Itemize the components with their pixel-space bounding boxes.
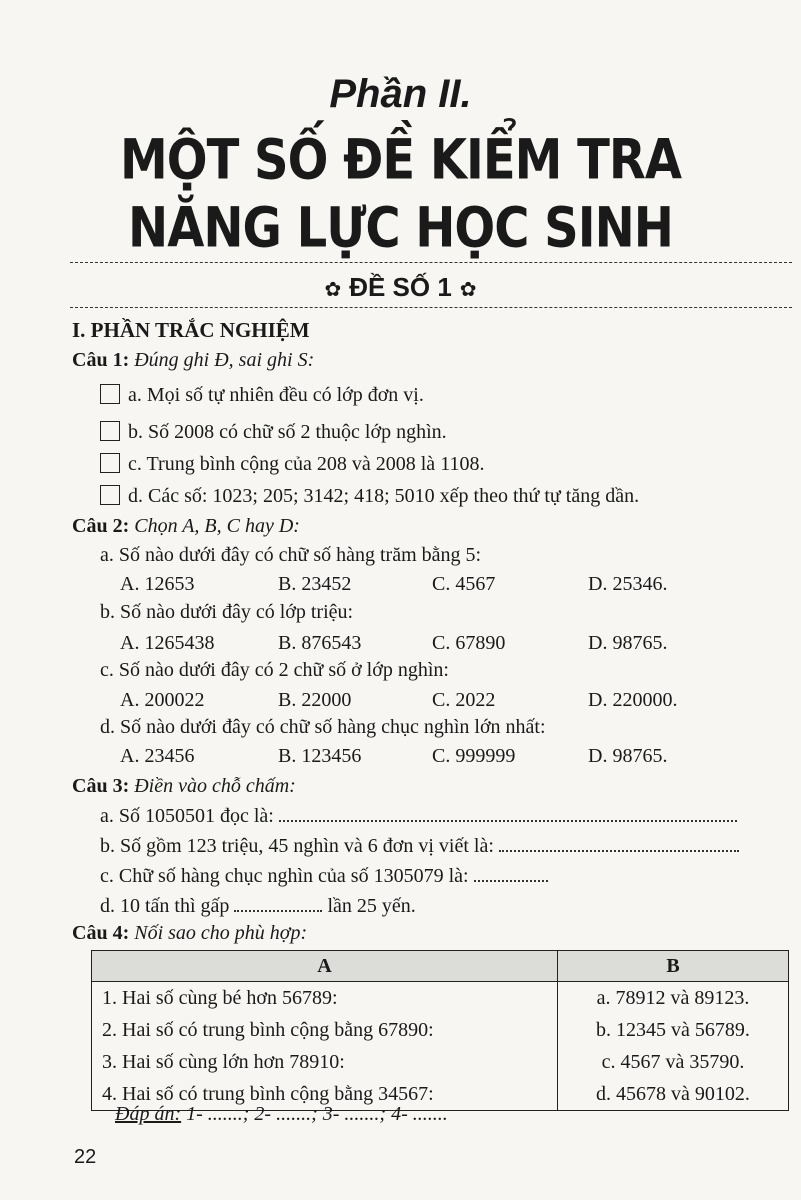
option-a[interactable]: A. 1265438 bbox=[120, 632, 215, 654]
option-a[interactable]: A. 23456 bbox=[120, 745, 195, 767]
q1-item-text: b. Số 2008 có chữ số 2 thuộc lớp nghìn. bbox=[128, 421, 447, 443]
q1-item-text: a. Mọi số tự nhiên đều có lớp đơn vị. bbox=[128, 384, 424, 406]
option-c[interactable]: C. 2022 bbox=[432, 689, 496, 711]
q3-part-b bbox=[100, 835, 739, 858]
table-cell-b[interactable]: d. 45678 và 90102. bbox=[558, 1078, 789, 1111]
option-b[interactable]: B. 23452 bbox=[278, 573, 352, 595]
answer-line bbox=[115, 1103, 448, 1126]
question-4-label: Câu 4: bbox=[72, 922, 130, 944]
question-2 bbox=[72, 515, 300, 538]
option-a[interactable]: A. 200022 bbox=[120, 689, 205, 711]
question-1-label: Câu 1: bbox=[72, 349, 130, 371]
answer-blanks[interactable]: 1- .......; 2- .......; 3- .......; 4- ....... bbox=[186, 1103, 448, 1125]
q2-part-d: d. Số nào dưới đây có chữ số hàng chục nghìn lớn nhất: bbox=[100, 716, 546, 738]
q3-part-c-text: c. Chữ số hàng chục nghìn của số 1305079 là: bbox=[100, 865, 469, 887]
q1-item-d bbox=[100, 485, 639, 508]
page-number: 22 bbox=[74, 1146, 97, 1168]
test-title-text: ĐỀ SỐ 1 bbox=[349, 272, 452, 302]
section-heading: I. PHẦN TRẮC NGHIỆM bbox=[72, 318, 310, 342]
answer-label: Đáp án: bbox=[115, 1103, 182, 1125]
answer-blank[interactable] bbox=[234, 896, 322, 912]
table-cell-b[interactable]: b. 12345 và 56789. bbox=[558, 1014, 789, 1046]
table-cell-a[interactable]: 3. Hai số cùng lớn hơn 78910: bbox=[92, 1046, 558, 1078]
table-row bbox=[92, 1014, 789, 1046]
question-1-instruction: Đúng ghi Đ, sai ghi S: bbox=[134, 349, 315, 371]
main-title-line-1: MỘT SỐ ĐỀ KIỂM TRA bbox=[120, 127, 681, 193]
q3-part-b-text: b. Số gồm 123 triệu, 45 nghìn và 6 đơn vị viết là: bbox=[100, 835, 494, 857]
question-3-label: Câu 3: bbox=[72, 775, 130, 797]
q3-part-a-text: a. Số 1050501 đọc là: bbox=[100, 805, 274, 827]
answer-blank[interactable] bbox=[474, 866, 548, 882]
answer-checkbox[interactable] bbox=[100, 453, 120, 473]
option-a[interactable]: A. 12653 bbox=[120, 573, 195, 595]
column-b-header: B bbox=[558, 951, 789, 982]
q1-item-a bbox=[100, 384, 424, 407]
q2-part-c: c. Số nào dưới đây có 2 chữ số ở lớp nghìn: bbox=[100, 659, 449, 681]
question-2-instruction: Chọn A, B, C hay D: bbox=[134, 515, 300, 537]
question-2-label: Câu 2: bbox=[72, 515, 130, 537]
answer-blank[interactable] bbox=[279, 806, 737, 822]
answer-checkbox[interactable] bbox=[100, 421, 120, 441]
q1-item-text: d. Các số: 1023; 205; 3142; 418; 5010 xếp theo thứ tự tăng dần. bbox=[128, 485, 640, 507]
option-b[interactable]: B. 876543 bbox=[278, 632, 362, 654]
option-d[interactable]: D. 98765. bbox=[588, 745, 668, 767]
table-cell-b[interactable]: c. 4567 và 35790. bbox=[558, 1046, 789, 1078]
table-row bbox=[92, 982, 789, 1015]
table-header-row bbox=[92, 951, 789, 982]
q1-item-text: c. Trung bình cộng của 208 và 2008 là 1108. bbox=[128, 453, 485, 475]
option-d[interactable]: D. 220000. bbox=[588, 689, 678, 711]
flower-icon: ✿ bbox=[459, 279, 477, 301]
question-4 bbox=[72, 922, 307, 945]
option-c[interactable]: C. 4567 bbox=[432, 573, 496, 595]
matching-table bbox=[91, 950, 789, 1111]
column-a-header: A bbox=[92, 951, 558, 982]
table-cell-a[interactable]: 1. Hai số cùng bé hơn 56789: bbox=[92, 982, 558, 1015]
q2-part-b: b. Số nào dưới đây có lớp triệu: bbox=[100, 601, 354, 623]
option-c[interactable]: C. 999999 bbox=[432, 745, 516, 767]
q3-part-d-suffix: lần 25 yến. bbox=[327, 895, 416, 917]
table-cell-b[interactable]: a. 78912 và 89123. bbox=[558, 982, 789, 1015]
q2-part-a: a. Số nào dưới đây có chữ số hàng trăm bằng 5: bbox=[100, 544, 482, 566]
part-title: Phần II. bbox=[329, 72, 472, 116]
q3-part-d-text: d. 10 tấn thì gấp bbox=[100, 895, 230, 917]
option-d[interactable]: D. 98765. bbox=[588, 632, 668, 654]
question-4-instruction: Nối sao cho phù hợp: bbox=[134, 922, 308, 944]
q1-item-b bbox=[100, 421, 447, 444]
option-d[interactable]: D. 25346. bbox=[588, 573, 668, 595]
q3-part-d bbox=[100, 895, 416, 918]
flower-icon: ✿ bbox=[324, 279, 342, 301]
q1-item-c bbox=[100, 453, 484, 476]
q3-part-c bbox=[100, 865, 548, 888]
answer-checkbox[interactable] bbox=[100, 485, 120, 505]
question-3-instruction: Điền vào chỗ chấm: bbox=[134, 775, 296, 797]
option-b[interactable]: B. 123456 bbox=[278, 745, 362, 767]
main-title-line-2: NĂNG LỰC HỌC SINH bbox=[128, 195, 673, 261]
option-b[interactable]: B. 22000 bbox=[278, 689, 352, 711]
divider-bottom bbox=[70, 307, 792, 308]
answer-checkbox[interactable] bbox=[100, 384, 120, 404]
question-3 bbox=[72, 775, 296, 798]
test-title bbox=[0, 272, 801, 303]
answer-blank[interactable] bbox=[499, 836, 739, 852]
option-c[interactable]: C. 67890 bbox=[432, 632, 506, 654]
table-row bbox=[92, 1046, 789, 1078]
q3-part-a bbox=[100, 805, 737, 828]
table-cell-a[interactable]: 2. Hai số có trung bình cộng bằng 67890: bbox=[92, 1014, 558, 1046]
question-1 bbox=[72, 349, 314, 372]
divider-top bbox=[70, 262, 792, 263]
table-cell-a[interactable]: 4. Hai số có trung bình cộng bằng 34567: bbox=[92, 1078, 558, 1111]
